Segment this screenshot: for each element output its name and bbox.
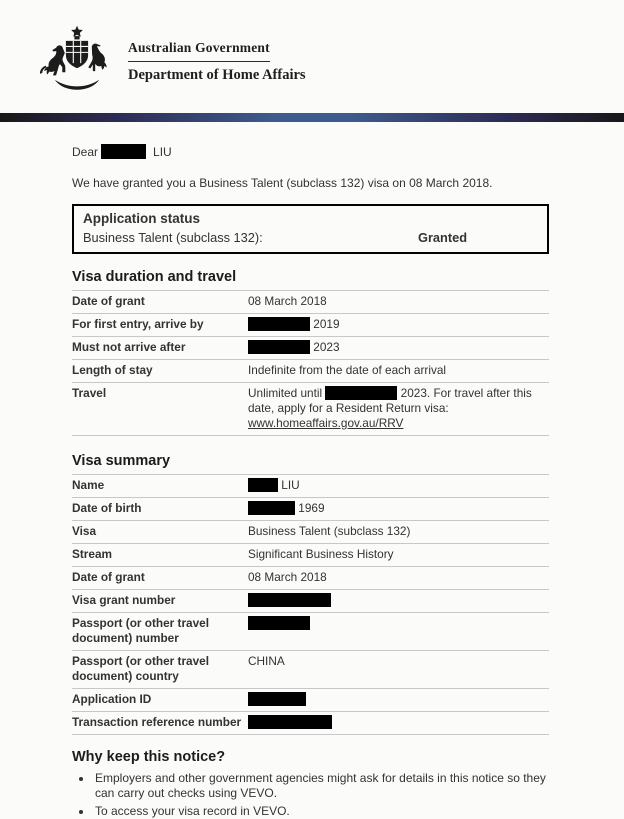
row-label: Date of grant: [72, 570, 145, 584]
rrv-link[interactable]: www.homeaffairs.gov.au/RRV: [248, 416, 404, 430]
redacted-value: [248, 715, 332, 729]
row-label: Stream: [72, 547, 112, 561]
value-text: Unlimited until: [248, 386, 323, 400]
row-value: [248, 317, 549, 332]
application-status-row: [83, 230, 538, 245]
table-row: [72, 359, 549, 382]
redacted-value: [248, 501, 295, 515]
visa-duration-table: [72, 290, 549, 436]
value-text: LIU: [281, 478, 300, 492]
row-label: Visa grant number: [72, 593, 176, 607]
table-row: [72, 543, 549, 566]
letter-body: [72, 144, 549, 819]
row-value: [248, 547, 549, 562]
redacted-value: [248, 317, 310, 331]
row-value: [248, 363, 549, 378]
value-text: CHINA: [248, 654, 285, 668]
application-status-item: Business Talent (subclass 132):: [83, 230, 263, 245]
why-keep-heading: Why keep this notice?: [72, 749, 226, 765]
value-text: 1969: [298, 501, 325, 515]
australian-coat-of-arms-icon: [36, 25, 118, 99]
redacted-value: [248, 340, 310, 354]
table-row: [72, 566, 549, 589]
application-status-value: Granted: [418, 230, 468, 245]
row-value: [248, 478, 549, 493]
table-row: [72, 688, 549, 711]
grant-intro-text: We have granted you a Business Talent (subclass 132) visa on 08 March 2018.: [72, 176, 493, 190]
value-text: 08 March 2018: [248, 294, 327, 308]
row-value: [248, 692, 549, 707]
salutation: [72, 144, 549, 160]
row-label: Transaction reference number: [72, 715, 242, 729]
row-value: [248, 616, 549, 646]
list-item: • Employers and other government agencies might ask for details in this notice so they can carry out checks using VEVO.: [93, 771, 549, 801]
letterhead-text: [128, 40, 306, 84]
list-item: • To access your visa record in VEVO.: [93, 804, 549, 819]
row-value: [248, 570, 549, 585]
value-text: 08 March 2018: [248, 570, 327, 584]
table-row: [72, 382, 549, 435]
row-label: Application ID: [72, 692, 152, 706]
redacted-value: [248, 593, 331, 607]
visa-summary-table: [72, 474, 549, 735]
row-value: [248, 294, 549, 309]
row-label: Passport (or other travel document) country: [72, 654, 210, 683]
agency-name: Australian Government: [128, 40, 270, 62]
row-label: Must not arrive after: [72, 340, 186, 354]
table-row: [72, 612, 549, 650]
row-value: [248, 524, 549, 539]
value-text: 2019: [313, 317, 340, 331]
redacted-given-name: [101, 144, 146, 159]
visa-duration-heading: Visa duration and travel: [72, 269, 237, 285]
value-text: Business Talent (subclass 132): [248, 524, 411, 538]
redacted-value: [248, 478, 278, 492]
row-label: Name: [72, 478, 105, 492]
salutation-surname: LIU: [153, 145, 172, 159]
table-row: [72, 650, 549, 688]
row-label: For first entry, arrive by: [72, 317, 204, 331]
row-value: [248, 654, 549, 684]
table-row: [72, 336, 549, 359]
row-value: [248, 386, 549, 431]
application-status-box: [72, 204, 549, 254]
table-row: [72, 589, 549, 612]
row-label: Date of grant: [72, 294, 145, 308]
redacted-value: [325, 386, 397, 400]
value-text: Indefinite from the date of each arrival: [248, 363, 447, 377]
table-row: [72, 711, 549, 734]
letterhead: [0, 0, 624, 100]
header-accent-bar: [0, 113, 624, 122]
table-row: [72, 497, 549, 520]
why-keep-list: [72, 771, 549, 819]
row-label: Length of stay: [72, 363, 153, 377]
row-value: [248, 715, 549, 730]
table-row: [72, 520, 549, 543]
value-text: Significant Business History: [248, 547, 394, 561]
table-row: [72, 290, 549, 313]
row-value: [248, 501, 549, 516]
row-label: Travel: [72, 386, 107, 400]
row-value: [248, 593, 549, 608]
salutation-prefix: Dear: [72, 145, 99, 159]
redacted-value: [248, 616, 310, 630]
row-label: Date of birth: [72, 501, 142, 515]
value-text: 2023: [313, 340, 340, 354]
row-label: Passport (or other travel document) number: [72, 616, 210, 645]
row-label: Visa: [72, 524, 97, 538]
table-row: [72, 313, 549, 336]
visa-summary-heading: Visa summary: [72, 453, 171, 469]
table-row: [72, 474, 549, 497]
redacted-value: [248, 692, 306, 706]
department-name: Department of Home Affairs: [128, 67, 306, 83]
value-text: 2023. For travel after this date, apply for a Resident Return visa:: [248, 386, 532, 415]
application-status-title: Application status: [83, 211, 201, 226]
row-value: [248, 340, 549, 355]
